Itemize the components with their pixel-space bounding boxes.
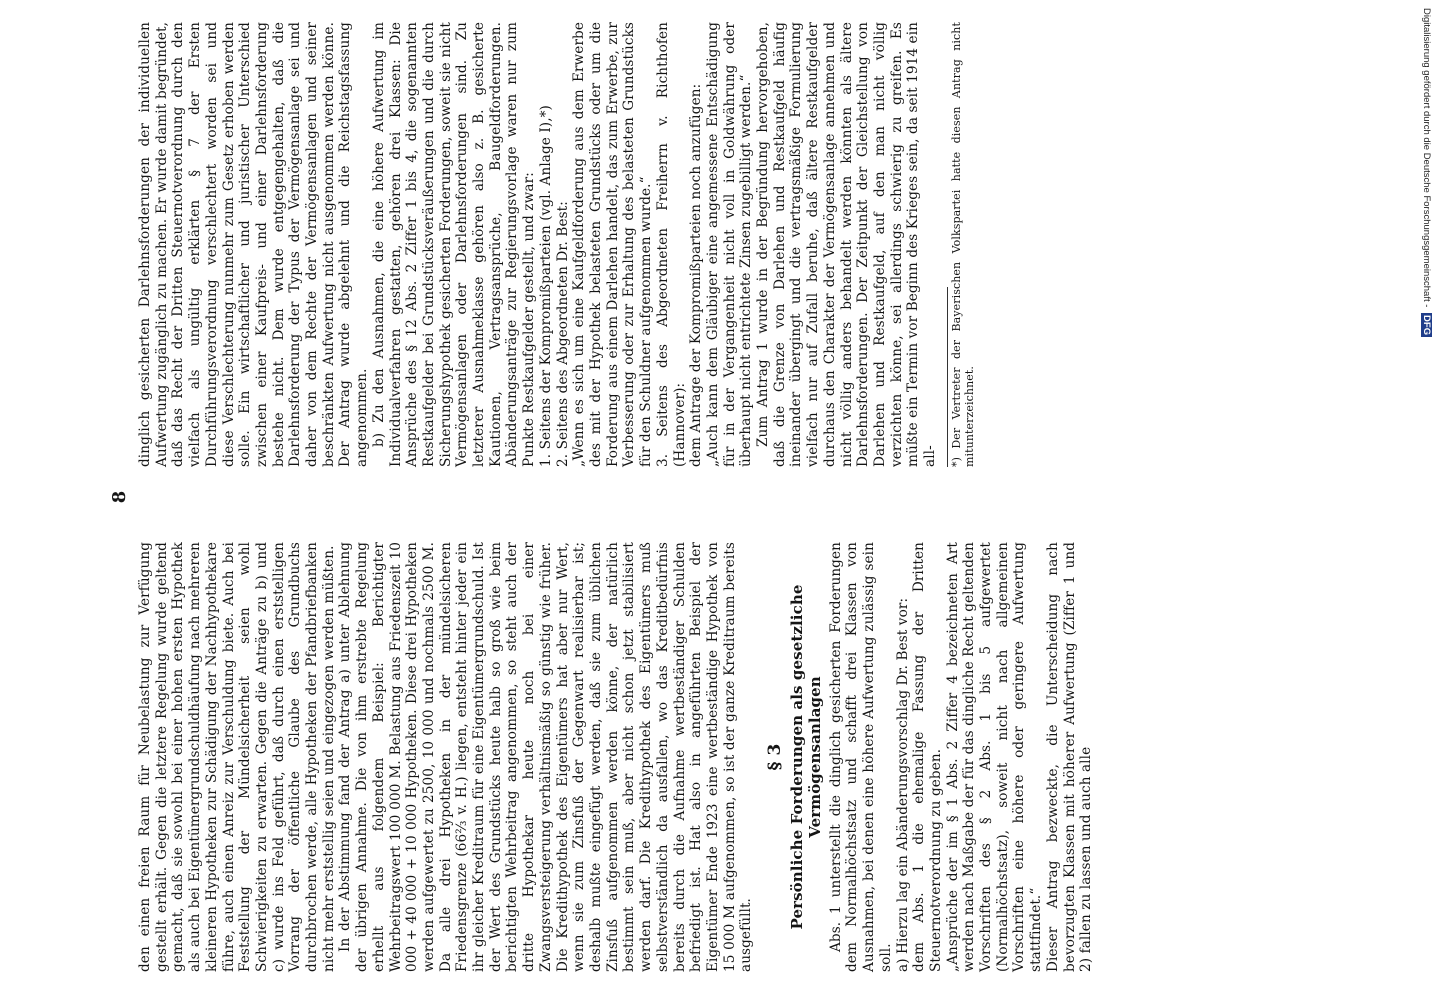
item-a-text: dem Abs. 1 die ehemalige Fassung der Dritten Steuernotverordnung zu geben.: [911, 542, 944, 972]
left-paragraph-1: den einen freien Raum für Neubelastung zur Verfügung gestellt erhält. Gegen die letztere Regelung wurde geltend gemacht, daß sie sowohl bei einer hohen ersten Hypothek als auch bei Eigentümergrundschuldhäufung nach mehreren kleineren Hypotheken zur Schädigung der Nachhypothekare führe, auch einen Anreiz zur Verschuldung biete. Auch bei Feststellung der Mündelsicherheit seien wohl Schwierigkeiten zu erwarten. Gegen die Anträge zu b) und c) wurde ins Feld geführt, daß durch einen erststelligen Vorrang der öffentliche Glaube des Grundbuchs durchbrochen werde, alle Hypotheken der Pfandbriefbanken nicht mehr erststellig seien und eingezogen werden müßten.: [137, 542, 337, 972]
item-a-intro: a) Hierzu lag ein Abänderungsvorschlag Dr. Best vor:: [894, 597, 911, 972]
right-paragraph-2: b) Zu den Ausnahmen, die eine höhere Aufwertung im Individualverfahren gestatten, gehören drei Klassen: Die Ansprüche des § 12 Abs. 2 Ziffer 1 bis 4, die sogenannten Restkaufgelder bei Grundstücksveräußerungen und die durch Sicherungshypothek gesicherten Forderungen, soweit sie nicht Vermögensanlagen oder Darlehnsforderungen sind. Zu letzterer Ausnahmeklasse gehören also z. B. gesicherte Kautionen, Vertragsansprüche, Baugeldforderungen. Abänderungsanträge zur Regierungsvorlage waren nur zum Punkte Restkaufgelder gestellt, und zwar:: [370, 22, 538, 467]
right-paragraph-3: Zum Antrag 1 wurde in der Begründung hervorgehoben, daß die Grenze von Darlehen und Restkaufgeld häufig ineinander übergingt und die vertragsmäßige Formulierung vielfach nur auf Zufall beruhe, daß ältere Restkaufgelder durchaus den Charakter der Vermögensanlage annehmen und nicht völlig anders behandelt werden könnten als ältere Darlehnsforderungen. Der Zeitpunkt der Gleichstellung von Darlehen und Restkaufgeld, auf den man nicht völlig verzichten könne, sei allerdings schwierig zu greifen. Es müßte ein Termin vor Beginn des Krieges sein, da seit 1914 ein all-: [755, 22, 939, 467]
quote-1: „Ansprüche der im § 1 Abs. 2 Ziffer 4 bezeichneten Art werden nach Maßgabe der für das dingliche Recht geltenden Vorschriften des § 2 Abs. 1 bis 5 aufgewertet (Normalhöchstsatz), soweit nicht nach allgemeinen Vorschriften eine höhere oder geringere Aufwertung stattfindet.“: [944, 542, 1045, 972]
right-column: [137, 22, 976, 467]
document-page: [109, 22, 1297, 972]
dfg-logo: DFG: [1421, 315, 1432, 336]
item-2: 2. Seitens des Abgeordneten Dr. Best:: [554, 201, 571, 467]
digitization-imprint: [1418, 8, 1432, 993]
imprint-text-wrapper: [1421, 8, 1432, 993]
left-paragraph-4: Dieser Antrag bezweckte, die Unterscheidung nach bevorzugten Klassen mit höherer Aufwertung (Ziffer 1 und 2) fallen zu lassen und auch alle: [1044, 542, 1095, 972]
section-sign: § 3: [765, 743, 786, 771]
imprint-text: Digitalisierung gefördert durch die Deutsche Forschungsgemeinschaft -: [1421, 8, 1432, 308]
page-number: 8: [109, 490, 130, 504]
quote-2: „Wenn es sich um eine Kaufgeldforderung aus dem Erwerbe des mit der Hypothek belasteten Grundstücks oder um die Forderung aus einem Darlehen handelt, das zum Erwerbe, zur Verbesserung oder zur Erhaltung des belasteten Grundstücks für den Schuldner aufgenommen wurde.“: [571, 22, 655, 467]
left-paragraph-3: Abs. 1 unterstellt die dinglich gesicherten Forderungen dem Normalhöchstsatz und schafft drei Klassen von Ausnahmen, bei denen eine höhere Aufwertung zulässig sein soll.: [827, 542, 894, 972]
item-3: 3. Seitens des Abgeordneten Freiherrn v. Richthofen (Hannover):: [654, 22, 688, 467]
item-3-text: dem Antrage der Kompromißparteien noch anzufügen:: [688, 83, 705, 467]
item-1: 1. Seitens der Kompromißparteien (vgl. Anlage I),*): [537, 105, 554, 467]
quote-3: „Auch kann dem Gläubiger eine angemessene Entschädigung für in der Vergangenheit nicht voll in Goldwährung oder überhaupt nicht entrichtete Zinsen zugebilligt werden.“: [704, 22, 755, 467]
section-heading: Persönliche Forderungen als gesetzliche Vermögensanlagen: [787, 584, 824, 930]
left-column: [137, 542, 1095, 972]
right-paragraph-1: dinglich gesicherten Darlehnsforderungen der individuellen Aufwertung zugänglich zu machen. Er wurde damit begründet, daß das Recht der Dritten Steuernotverordnung durch den vielfach als ungültig erklärten § 7 der Ersten Durchführungsverordnung verschlechtert worden sei und diese Verschlechterung nunmehr zum Gesetz erhoben werden solle. Ein wirtschaftlicher und juristischer Unterschied zwischen einer Kaufpreis- und einer Darlehnsforderung bestehe nicht. Dem wurde entgegengehalten, daß die Darlehnsforderung der Typus der Vermögensanlage sei und daher von dem Rechte der Vermögensanlagen und seiner beschränkten Aufwertung nicht ausgenommen werden könne. Der Antrag wurde abgelehnt und die Reichstagsfassung angenommen.: [137, 22, 371, 467]
left-paragraph-2: In der Abstimmung fand der Antrag a) unter Ablehnung der übrigen Annahme. Die von ihm erstrebte Regelung erhellt aus folgendem Beispiel: Berichtigter Wehrbeitragswert 100 000 M. Belastung aus Friedenszeit 10 000 + 40 000 + 10 000 Hypotheken. Diese drei Hypotheken werden aufgewertet zu 2500, 10 000 und nochmals 2500 M. Da alle drei Hypotheken in der mündelsicheren Friedensgrenze (66⅔ v. H.) liegen, entsteht hinter jeder ein ihr gleicher Kreditraum für eine Eigentümergrundschuld. Ist der Wert des Grundstücks heute halb so groß wie beim berichtigten Wehrbeitrag angenommen, so steht auch der dritte Hypothekar heute noch bei einer Zwangsversteigerung verhältnismäßig so günstig wie früher. Die Kredithypothek des Eigentümers hat aber nur Wert, wenn sie zum Zinsfuß der Gegenwart realisierbar ist; deshalb mußte eingefügt werden, daß sie zum üblichen Zinsfuß aufgenommen werden könne, der natürlich bestimmt sein muß, aber nicht schon jetzt stabilisiert werden darf. Die Kredithypothek des Eigentümers muß selbstverständlich da ausfallen, wo das Kreditbedürfnis bereits durch die Aufnahme wertbeständiger Schulden befriedigt ist. Hat also in angeführten Beispiel der Eigentümer Ende 1923 eine wertbeständige Hypothek von 15 000 M aufgenommen, so ist der ganze Kreditraum bereits ausgefüllt.: [337, 542, 755, 972]
footnote: *) Der Vertreter der Bayerischen Volkspartei hatte diesen Antrag nicht mitunterzeichnet.: [949, 22, 976, 467]
